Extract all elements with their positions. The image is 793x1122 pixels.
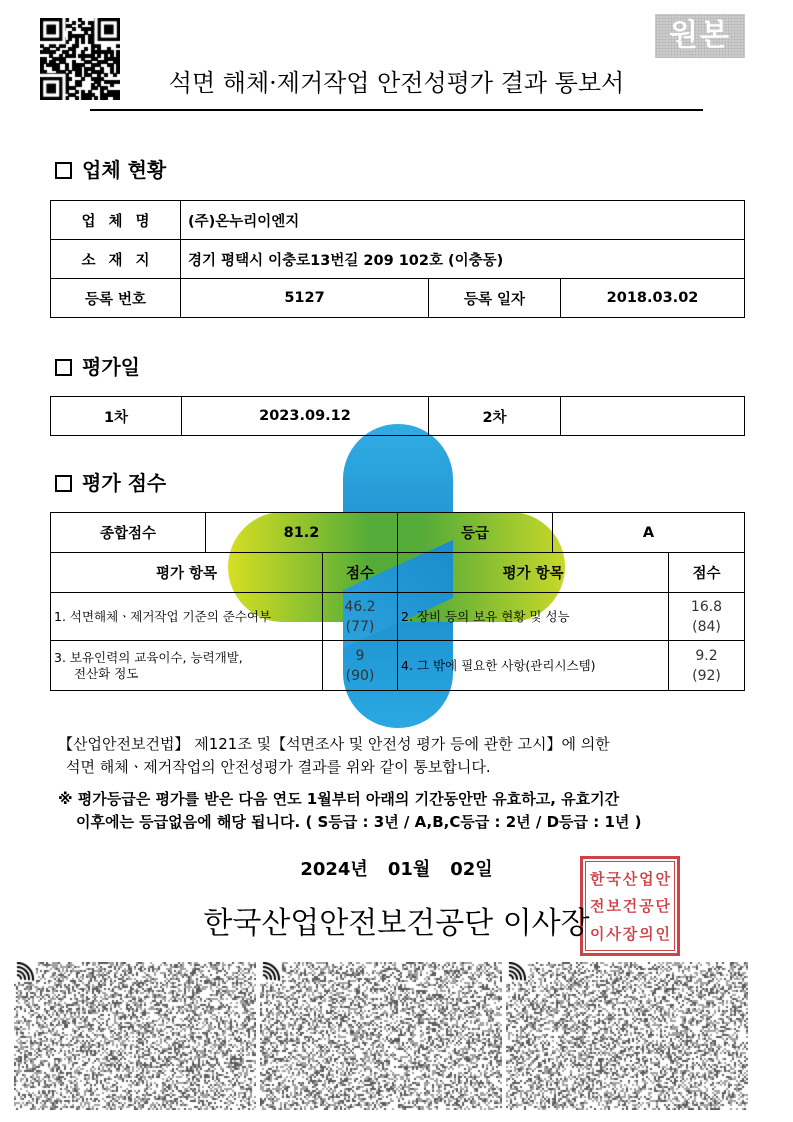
second-evaluation-label: 2차 [429, 397, 561, 436]
seal-character: 이 [589, 924, 605, 943]
square-bullet-icon [55, 162, 72, 179]
seal-character: 전 [589, 897, 605, 916]
grade-value: A [553, 513, 745, 553]
item-text: 1. 석면해체ㆍ제거작업 기준의 준수여부 [54, 608, 272, 624]
validity-notice [58, 788, 641, 834]
address-label: 소 재 지 [51, 240, 181, 279]
section-heading-text: 업체 현황 [82, 158, 167, 182]
seal-character: 산 [622, 870, 638, 889]
score-value: 16.8 [690, 598, 723, 615]
evaluation-item-label [398, 641, 669, 691]
table-row [51, 240, 745, 279]
security-pattern [14, 962, 256, 1110]
seal-character: 장 [622, 924, 638, 943]
score-percent: (92) [692, 667, 721, 684]
item-header: 평가 항목 [398, 553, 669, 593]
table-row [51, 641, 745, 691]
company-name-label: 업 체 명 [51, 201, 181, 240]
company-name-value: (주)온누리이엔지 [181, 201, 745, 240]
evaluation-item-label [51, 641, 323, 691]
notice-line: 【산업안전보건법】 제121조 및【석면조사 및 안전성 평가 등에 관한 고시】에 의한 [58, 735, 610, 753]
evaluation-item-label [398, 593, 669, 641]
company-table [50, 200, 745, 318]
section-heading-company [55, 157, 166, 183]
document-title: 석면 해체·제거작업 안전성평가 결과 통보서 [168, 69, 625, 97]
evaluation-item-label [51, 593, 323, 641]
seal-character: 한 [589, 870, 605, 889]
address-value: 경기 평택시 이충로13번길 209 102호 (이충동) [181, 240, 745, 279]
validity-line: ※ 평가등급은 평가를 받은 다음 연도 1월부터 아래의 기간동안만 유효하고, 유효기간 [58, 790, 620, 808]
total-score-label: 종합점수 [51, 513, 206, 553]
seal-character: 보 [606, 897, 621, 916]
evaluation-date-table [50, 396, 745, 436]
title-underline [90, 109, 703, 111]
issuer-name: 한국산업안전보건공단 이사장 [203, 906, 590, 941]
score-value: 9 [355, 647, 365, 664]
registration-number-label: 등록 번호 [51, 279, 181, 318]
score-table [50, 512, 745, 691]
validity-line: 이후에는 등급없음에 해당 됩니다. ( S등급 : 3년 / A,B,C등급 : 2년 / D등급 : 1년 ) [76, 813, 642, 831]
table-row [51, 593, 745, 641]
score-header: 점수 [323, 553, 398, 593]
section-heading-score [55, 470, 166, 496]
section-heading-text: 평가 점수 [82, 471, 167, 495]
seal-character: 단 [655, 897, 671, 916]
seal-character: 안 [655, 870, 671, 889]
score-header: 점수 [669, 553, 745, 593]
item-score [669, 593, 745, 641]
square-bullet-icon [55, 475, 72, 492]
original-stamp-badge: 원본 [655, 14, 745, 58]
registration-date-label: 등록 일자 [429, 279, 561, 318]
item-score [323, 641, 398, 691]
registration-number-value: 5127 [181, 279, 429, 318]
score-percent: (77) [345, 618, 375, 635]
table-row [51, 397, 745, 436]
table-row [51, 513, 745, 553]
score-percent: (84) [692, 618, 721, 635]
square-bullet-icon [55, 359, 72, 376]
second-evaluation-value [561, 397, 745, 436]
item-text: 2. 장비 등의 보유 현황 및 성능 [401, 608, 570, 624]
seal-character: 건 [622, 897, 638, 916]
first-evaluation-label: 1차 [51, 397, 182, 436]
table-header-row [51, 553, 745, 593]
item-text: 3. 보유인력의 교육이수, 능력개발, [54, 649, 243, 665]
item-text-continued: 전산화 정도 [74, 665, 139, 681]
score-value: 46.2 [344, 598, 376, 615]
section-heading-text: 평가일 [82, 355, 140, 379]
seal-lettering [589, 865, 671, 947]
security-pattern [260, 962, 502, 1110]
notice-line: 석면 해체ㆍ제거작업의 안전성평가 결과를 위와 같이 통보합니다. [66, 758, 491, 776]
first-evaluation-value: 2023.09.12 [182, 397, 429, 436]
seal-character: 공 [639, 897, 654, 916]
grade-label: 등급 [398, 513, 553, 553]
seal-character: 사 [606, 924, 621, 943]
table-row [51, 279, 745, 318]
issue-month: 01월 [387, 859, 431, 880]
item-text: 4. 그 밖에 필요한 사항(관리시스템) [401, 657, 596, 673]
issue-day: 02일 [450, 859, 493, 880]
security-pattern [506, 962, 748, 1110]
score-value: 9.2 [695, 647, 718, 664]
section-heading-evaluation-date [55, 354, 140, 380]
notice-paragraph [58, 733, 610, 779]
official-seal [580, 856, 680, 956]
registration-date-value: 2018.03.02 [561, 279, 745, 318]
item-header: 평가 항목 [51, 553, 323, 593]
seal-character: 국 [606, 870, 621, 889]
item-score [323, 593, 398, 641]
seal-character: 업 [639, 870, 654, 889]
seal-character: 의 [639, 924, 654, 943]
seal-character: 인 [655, 924, 671, 943]
total-score-value: 81.2 [206, 513, 398, 553]
issue-year: 2024년 [300, 859, 368, 880]
item-score [669, 641, 745, 691]
table-row [51, 201, 745, 240]
score-percent: (90) [345, 667, 375, 684]
